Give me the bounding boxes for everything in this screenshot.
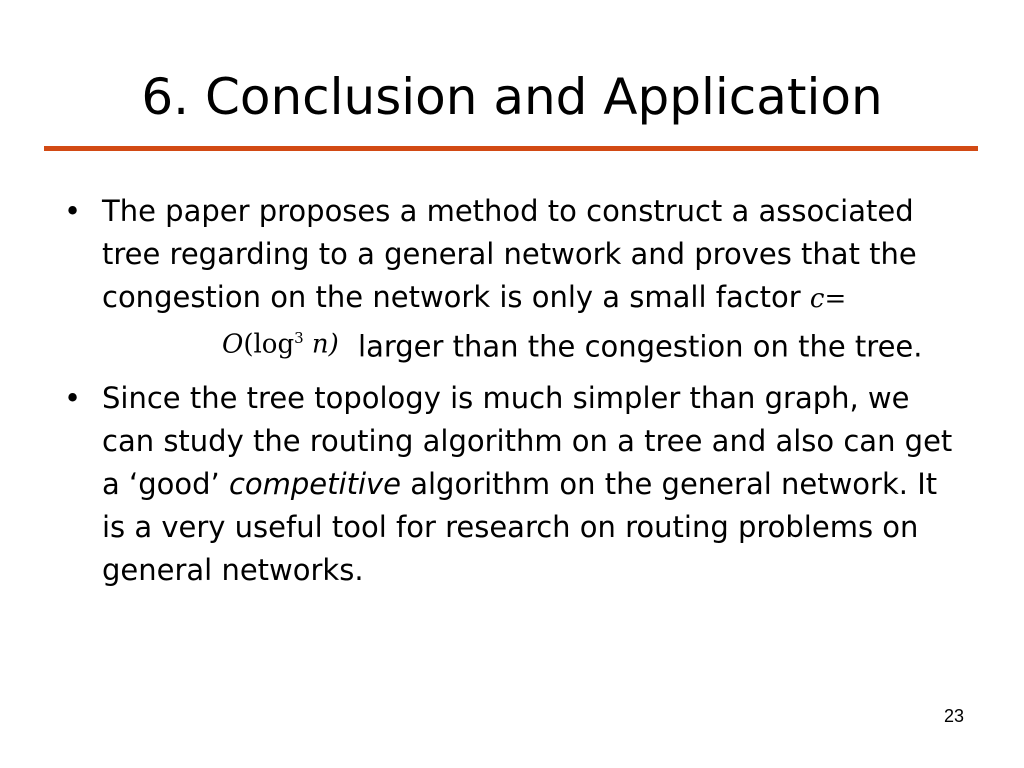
bullet-text-start: The paper proposes a method to construct a associated tree regarding to a general network and proves that the congestion on the network is only a small factor — [102, 194, 917, 314]
bullet-text-end: algorithm on the general network. It is a very useful tool for research on routing problems on general networks. — [102, 466, 938, 587]
math-equals: = — [824, 284, 847, 314]
slide-number: 23 — [943, 706, 964, 726]
bullet-item — [62, 190, 962, 371]
bullet-icon: • — [64, 380, 82, 415]
formula-log: (log — [243, 329, 295, 360]
bullet-text-end: larger than the congestion on the tree. — [348, 329, 923, 364]
math-variable-c: c — [809, 284, 825, 314]
title-divider — [44, 146, 978, 151]
emphasized-word: competitive — [228, 466, 401, 501]
big-o-formula — [222, 317, 339, 367]
bullet-text-start: Since the tree topology is much simpler than graph, we can study the routing algorithm on a tree and also can get a ‘good’ — [102, 380, 953, 501]
formula-exponent: 3 — [294, 329, 304, 347]
bullet-item — [62, 377, 962, 592]
bullet-icon: • — [64, 194, 82, 228]
bullet-list — [62, 190, 962, 598]
slide-title: 6. Conclusion and Application — [141, 68, 883, 126]
formula-big-o: O — [222, 329, 244, 360]
formula-argument: n) — [303, 329, 339, 360]
